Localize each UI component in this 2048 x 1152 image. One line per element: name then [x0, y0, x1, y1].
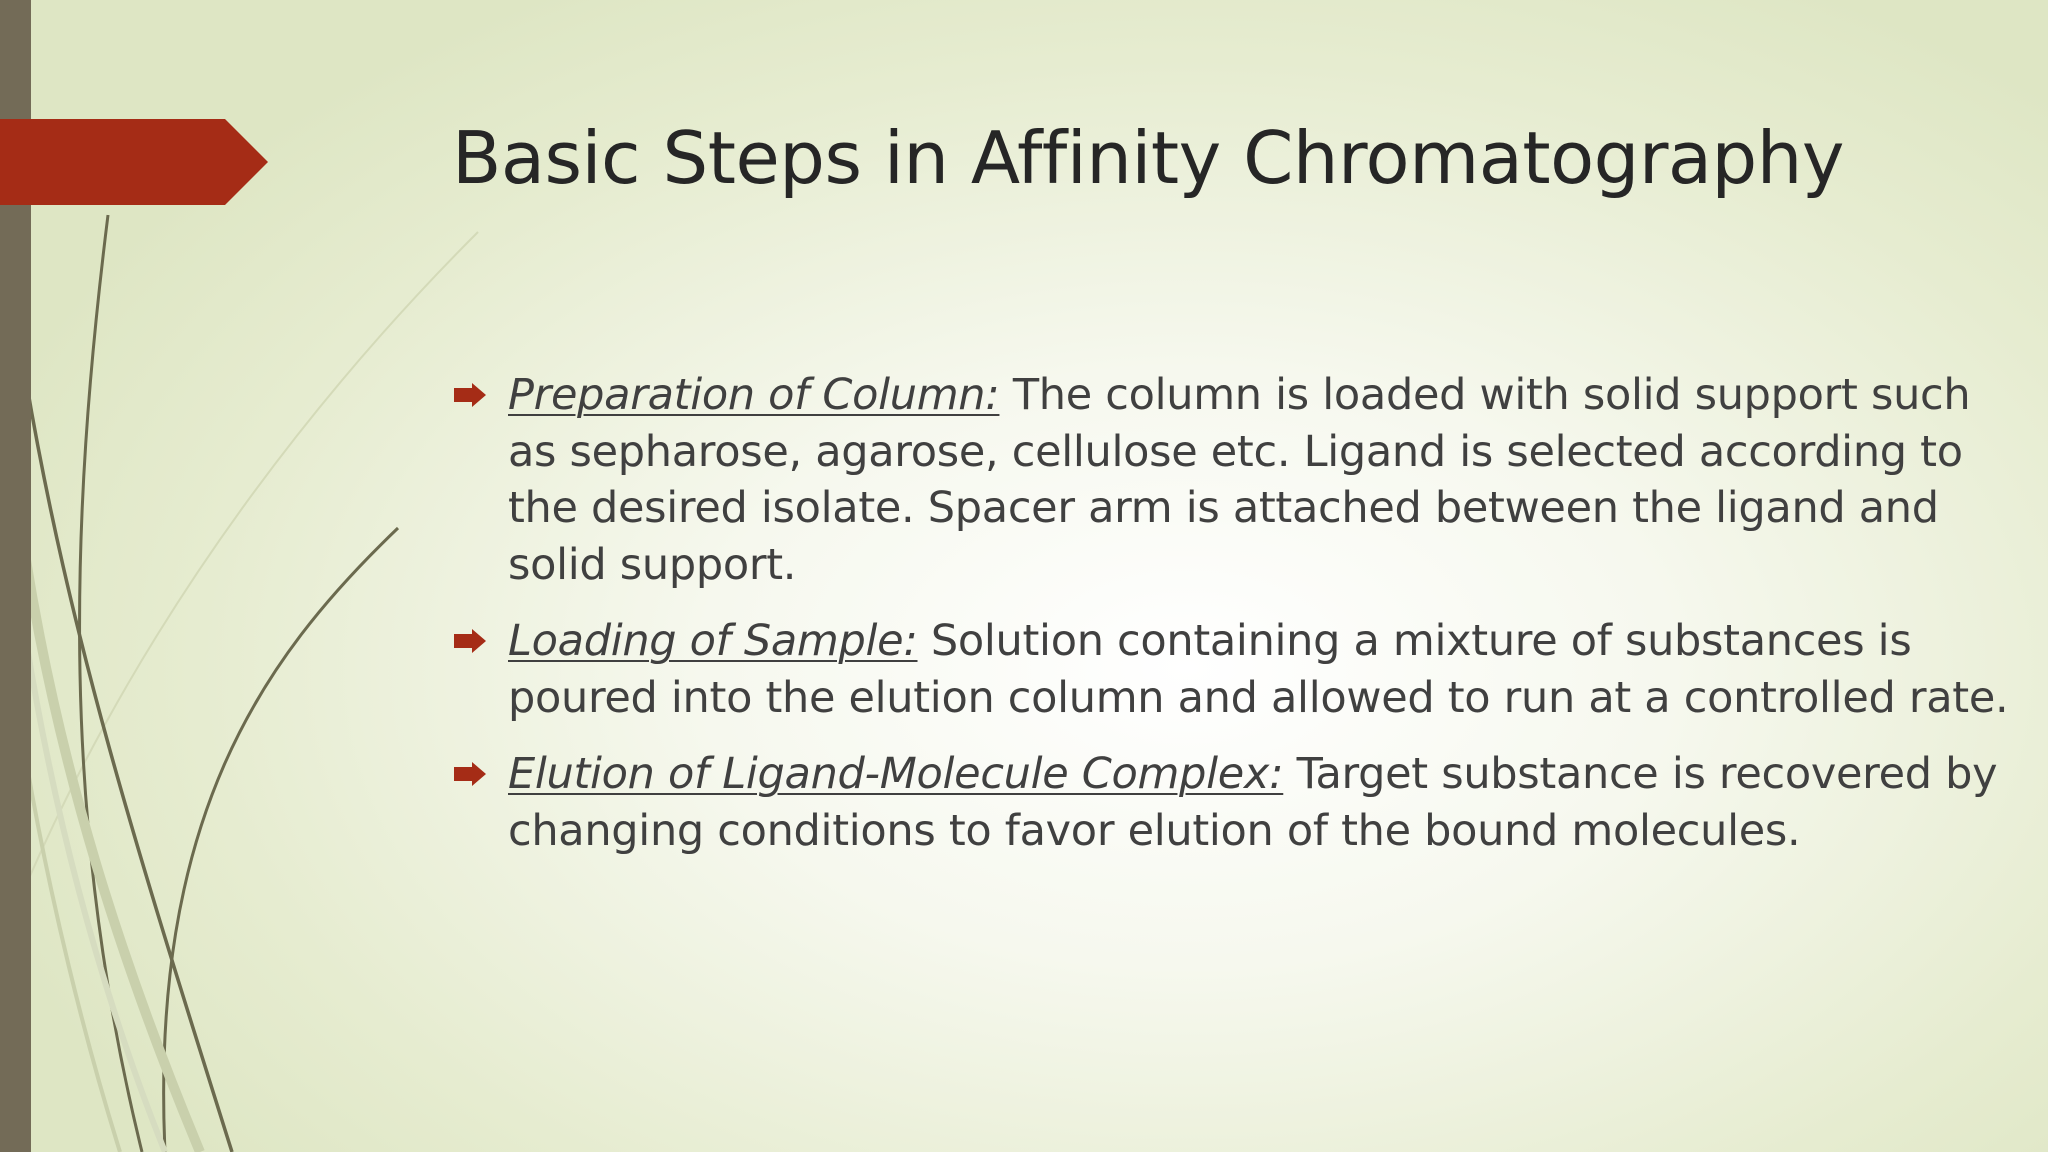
- right-arrow-icon: [452, 629, 488, 653]
- bullet-text: Solution containing a mixture of substances is poured into the elution column and allowed to run at a controlled rate.: [508, 616, 2009, 723]
- bullet-list: [452, 367, 2012, 879]
- bullet-item-loading: [452, 613, 2012, 726]
- bullet-term: Elution of Ligand-Molecule Complex:: [508, 749, 1284, 799]
- right-arrow-icon: [452, 762, 488, 786]
- right-arrow-icon: [452, 383, 488, 407]
- bullet-item-preparation: [452, 367, 2012, 593]
- bullet-term: Loading of Sample:: [508, 616, 918, 666]
- bullet-term: Preparation of Column:: [508, 370, 1000, 420]
- bullet-item-elution: [452, 746, 2012, 859]
- bullet-text: Target substance is recovered by changing conditions to favor elution of the bound molecules.: [508, 749, 1998, 856]
- slide-title: Basic Steps in Affinity Chromatography: [452, 116, 1844, 200]
- bullet-text: The column is loaded with solid support such as sepharose, agarose, cellulose etc. Ligand is selected according to the desired isolate. Spacer arm is attached between the ligand and solid support.: [508, 370, 1971, 590]
- title-accent-arrow: [0, 119, 268, 205]
